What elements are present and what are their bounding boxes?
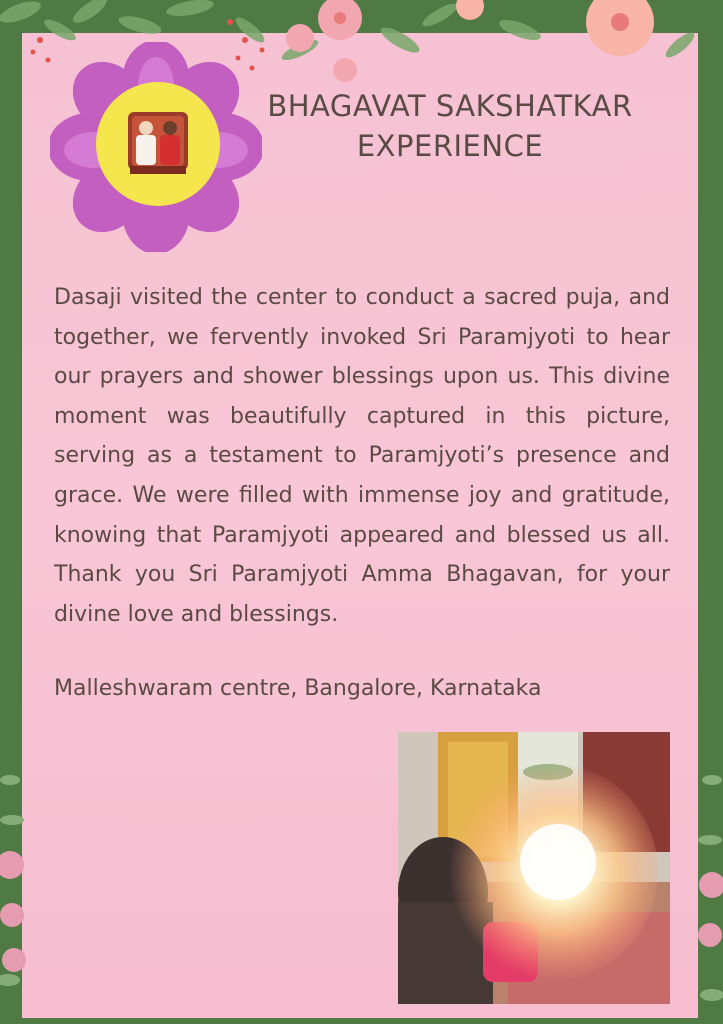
magenta-flower-icon (50, 42, 262, 252)
page-title (245, 86, 655, 166)
puja-light-photo-icon (398, 732, 670, 1004)
deity-figures-icon (128, 112, 188, 174)
puja-photo (398, 732, 670, 1004)
floral-vine-right-icon (696, 760, 723, 1024)
testimony-paragraph: Dasaji visited the center to conduct a sacred puja, and together, we fervently invoked Sri Paramjyoti to hear our prayers and shower blessings upon us. This divine moment was beautifully captured in this picture, serving as a testament to Paramjyoti’s presence and grace. We were filled with immense joy and gratitude, knowing that Paramjyoti appeared and blessed us all. Thank you Sri Paramjyoti Amma Bhagavan, for your divine love and blessings. (54, 285, 670, 627)
title-line-1: BHAGAVAT SAKSHATKAR (267, 89, 633, 123)
centre-location: Malleshwaram centre, Bangalore, Karnataka (54, 676, 542, 701)
title-line-2: EXPERIENCE (356, 129, 544, 163)
